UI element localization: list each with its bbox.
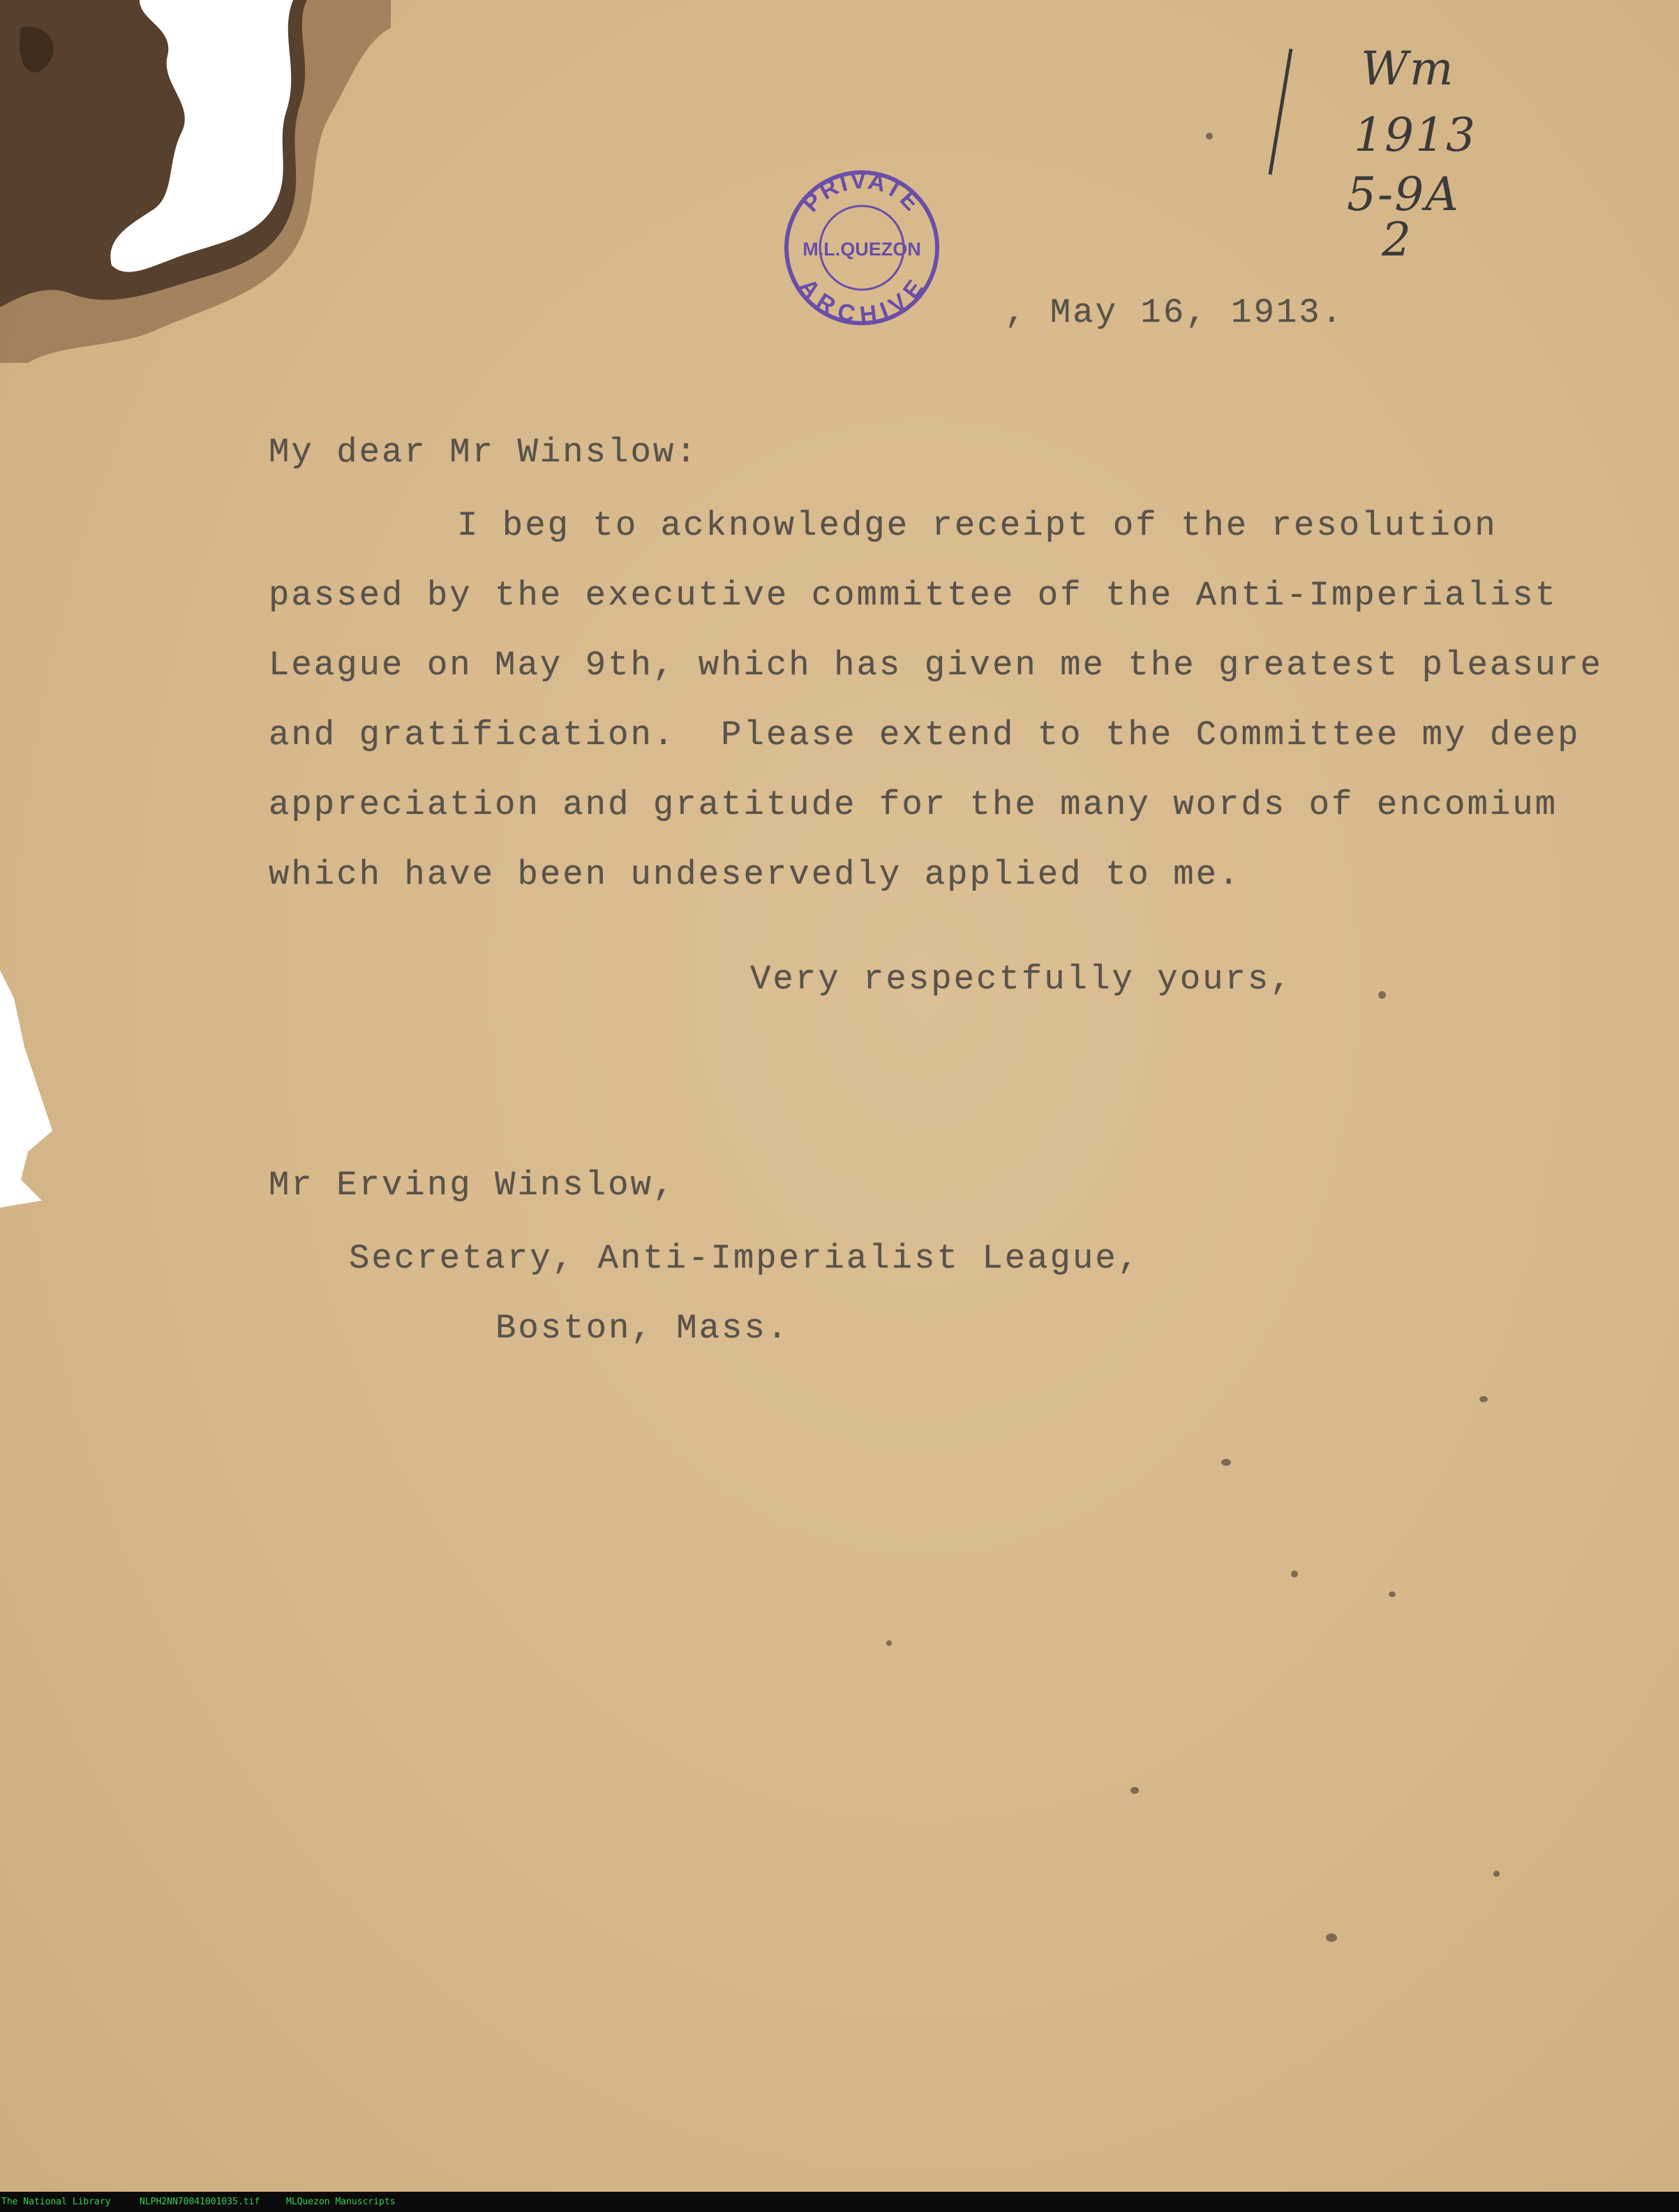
pencil-line-1: Wm	[1361, 42, 1455, 96]
footer-filename: NLPH2NN70041001035.tif	[140, 2197, 260, 2207]
letter-salutation: My dear Mr Winslow:	[269, 433, 699, 472]
paper-speck	[1326, 1933, 1337, 1942]
paper-speck	[1479, 1396, 1488, 1402]
private-archive-stamp	[782, 168, 942, 328]
pencil-line-3: 5-9A	[1347, 168, 1460, 221]
svg-text:PRIVATE	[798, 168, 926, 217]
address-line: Secretary, Anti-Imperialist League,	[349, 1239, 1141, 1278]
body-line: appreciation and gratitude for the many words of encomium	[269, 785, 1558, 824]
paper-speck	[1389, 1591, 1396, 1597]
pencil-line-4: 2	[1382, 213, 1412, 267]
paper-speck	[1130, 1787, 1139, 1794]
stamp-bottom-text: ARCHIVE	[793, 273, 930, 328]
scan-footer	[0, 2192, 1679, 2212]
body-line: I beg to acknowledge receipt of the resolution	[457, 506, 1498, 545]
body-line: which have been undeservedly applied to me.	[269, 855, 1241, 894]
paper-speck	[1291, 1571, 1298, 1578]
body-line: League on May 9th, which has given me the greatest pleasure	[269, 646, 1603, 685]
paper-speck	[1221, 1459, 1231, 1466]
torn-edge	[0, 970, 63, 1208]
address-line: Boston, Mass.	[495, 1309, 790, 1348]
footer-library: The National Library	[1, 2197, 111, 2207]
address-line: Mr Erving Winslow,	[269, 1166, 676, 1205]
burned-corner	[0, 0, 391, 363]
paper-speck	[886, 1640, 892, 1646]
pencil-annotation	[1256, 28, 1507, 272]
stamp-top-text: PRIVATE	[797, 168, 927, 218]
body-line: and gratification. Please extend to the Committee my deep	[269, 715, 1581, 755]
footer-collection: MLQuezon Manuscripts	[286, 2197, 396, 2207]
pencil-stroke	[1256, 42, 1298, 181]
pencil-line-2: 1913	[1354, 108, 1477, 162]
svg-text:ARCHIVE	[794, 274, 930, 328]
paper-speck	[1378, 991, 1386, 999]
letter-date: , May 16, 1913.	[1005, 293, 1345, 332]
paper-speck	[1493, 1871, 1500, 1877]
paper-speck	[1206, 133, 1213, 140]
letter-closing: Very respectfully yours,	[750, 960, 1293, 999]
body-line: passed by the executive committee of the Anti-Imperialist	[269, 576, 1558, 615]
stamp-middle-text: M.L.QUEZON	[803, 239, 921, 260]
